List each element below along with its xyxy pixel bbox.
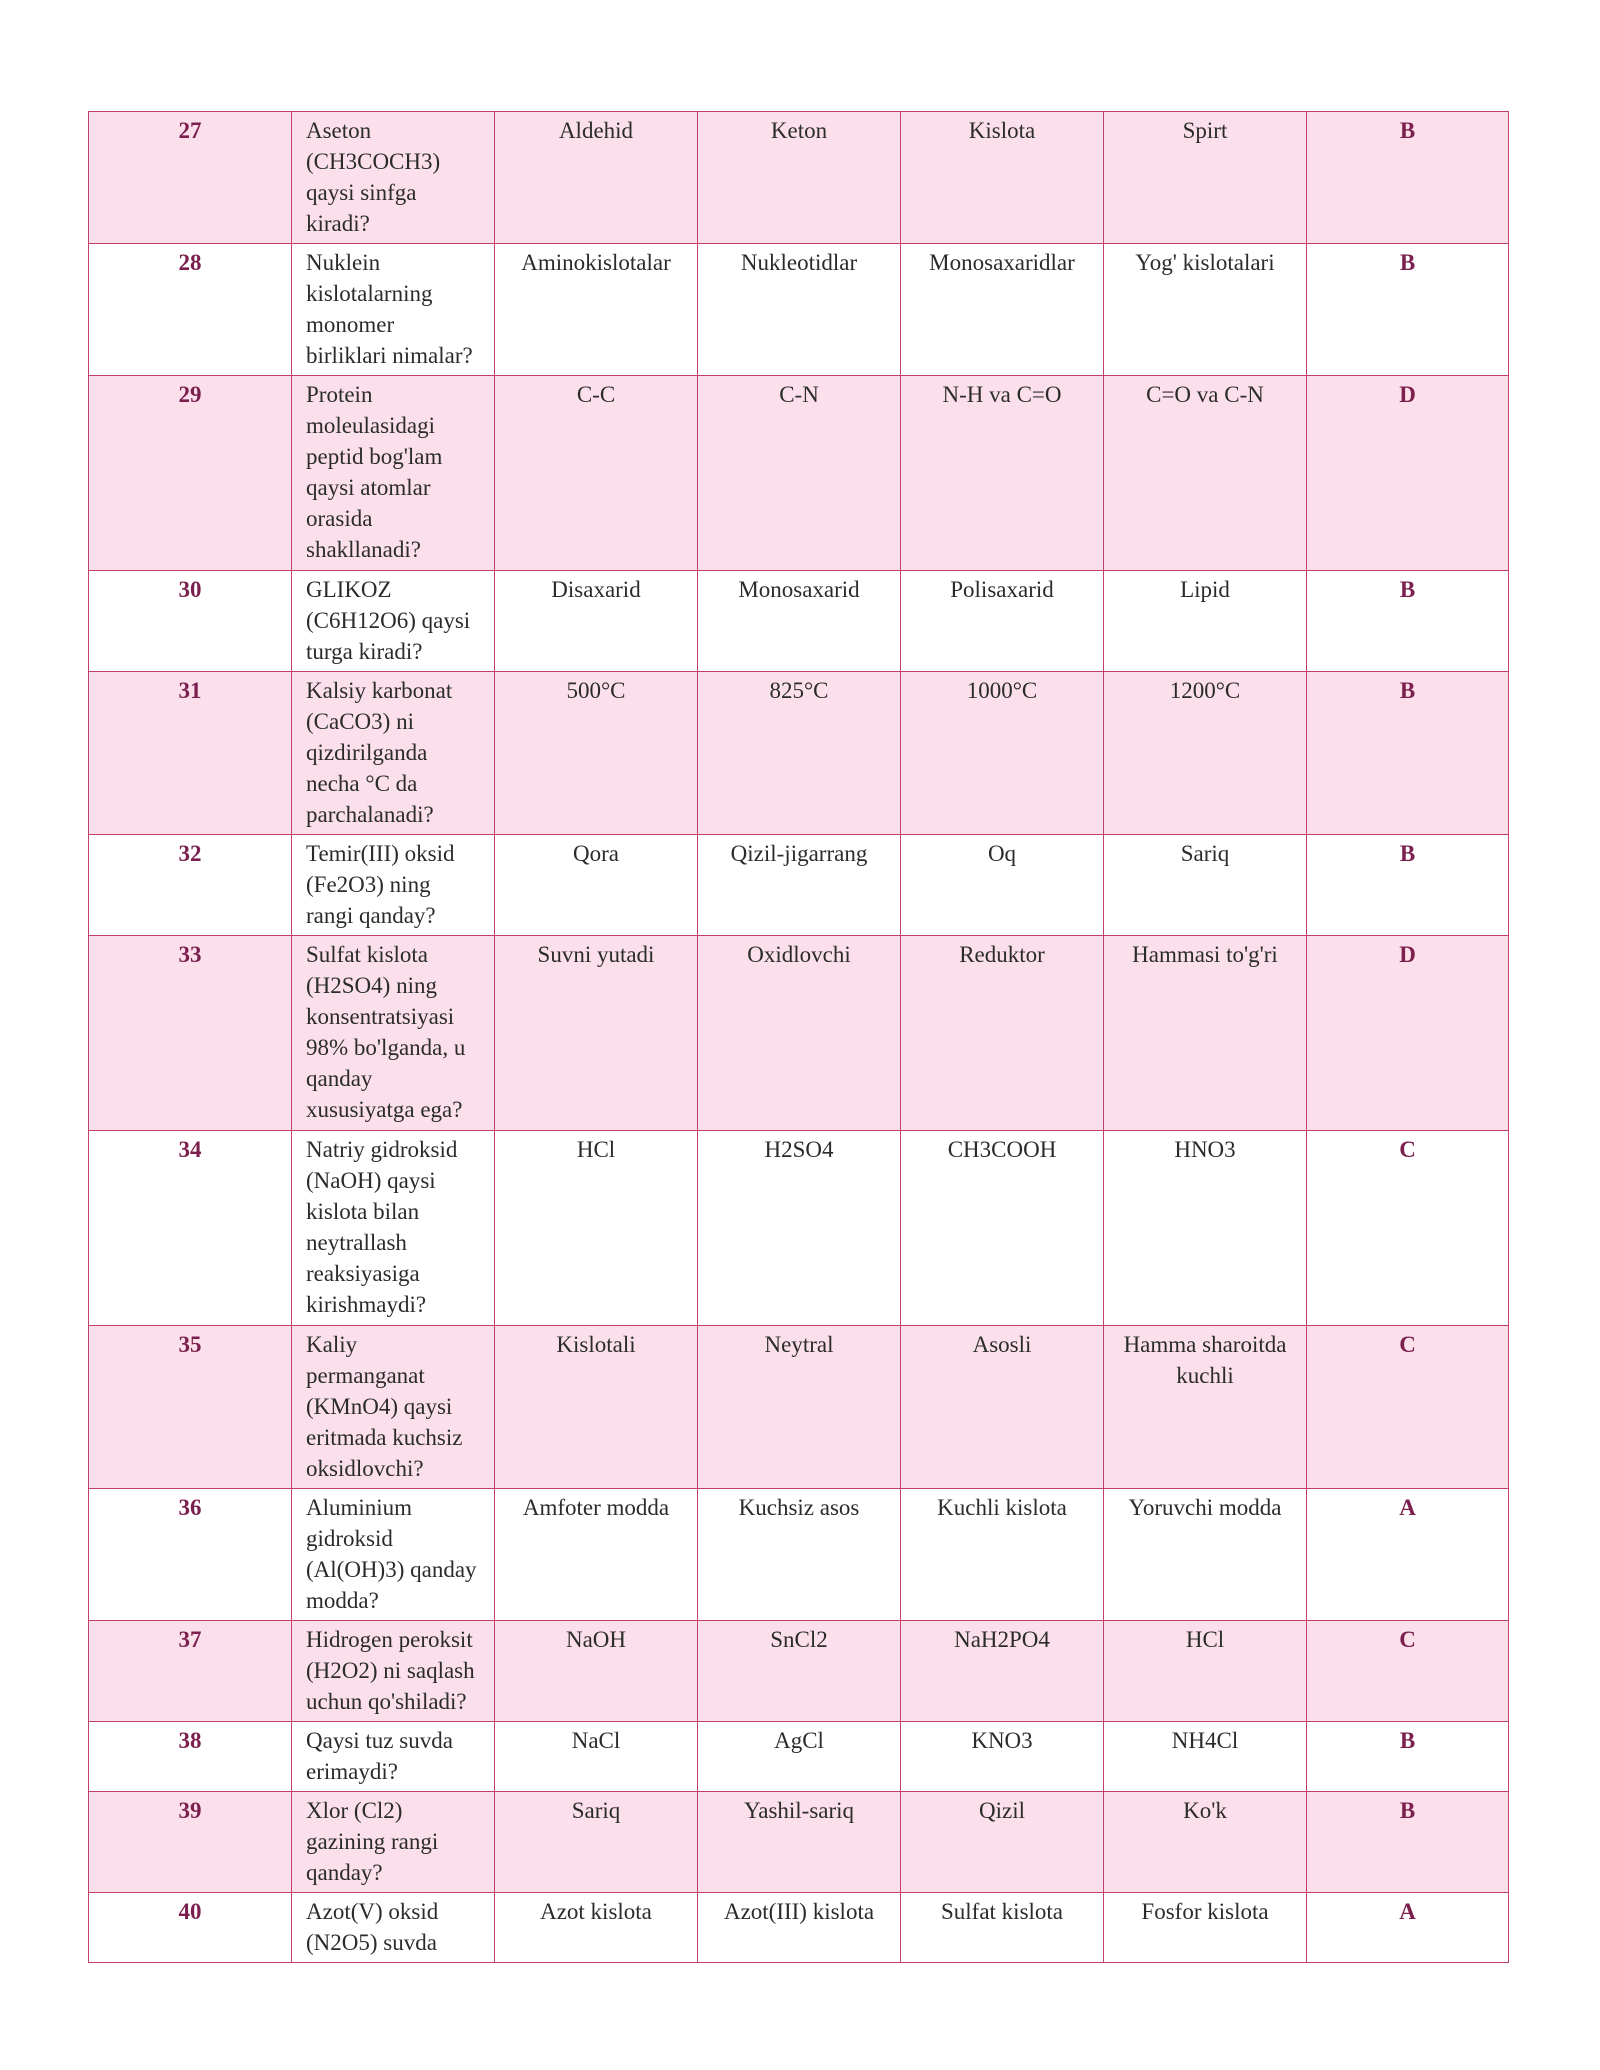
option-a: Sariq — [495, 1792, 698, 1893]
option-b: Azot(III) kislota — [698, 1893, 901, 1963]
question-text: Nuklein kislotalarning monomer birliklari nimalar? — [292, 244, 495, 376]
option-a: C-C — [495, 376, 698, 571]
option-b: C-N — [698, 376, 901, 571]
table-row — [89, 1326, 1509, 1489]
question-number: 33 — [89, 936, 292, 1131]
option-b: Neytral — [698, 1326, 901, 1489]
question-text: GLIKOZ (C6H12O6) qaysi turga kiradi? — [292, 571, 495, 672]
option-d: HNO3 — [1104, 1131, 1307, 1326]
option-c: Kuchli kislota — [901, 1489, 1104, 1621]
option-b: Nukleotidlar — [698, 244, 901, 376]
quiz-table-body — [89, 112, 1509, 1963]
option-c: Polisaxarid — [901, 571, 1104, 672]
correct-answer: D — [1307, 936, 1509, 1131]
table-row — [89, 936, 1509, 1131]
option-d: NH4Cl — [1104, 1722, 1307, 1792]
correct-answer: B — [1307, 835, 1509, 936]
question-text: Kaliy permanganat (KMnO4) qaysi eritmada kuchsiz oksidlovchi? — [292, 1326, 495, 1489]
table-row — [89, 1621, 1509, 1722]
table-row — [89, 1893, 1509, 1963]
option-b: Keton — [698, 112, 901, 244]
option-d: Spirt — [1104, 112, 1307, 244]
table-row — [89, 571, 1509, 672]
question-text: Sulfat kislota (H2SO4) ning konsentratsiyasi 98% bo'lganda, u qanday xususiyatga ega? — [292, 936, 495, 1131]
table-row — [89, 1792, 1509, 1893]
question-number: 37 — [89, 1621, 292, 1722]
question-text: Kalsiy karbonat (CaCO3) ni qizdirilganda necha °C da parchalanadi? — [292, 672, 495, 835]
question-number: 27 — [89, 112, 292, 244]
option-c: Qizil — [901, 1792, 1104, 1893]
question-number: 40 — [89, 1893, 292, 1963]
table-row — [89, 835, 1509, 936]
option-d: Yoruvchi modda — [1104, 1489, 1307, 1621]
option-a: Suvni yutadi — [495, 936, 698, 1131]
question-number: 28 — [89, 244, 292, 376]
question-number: 35 — [89, 1326, 292, 1489]
option-a: Qora — [495, 835, 698, 936]
option-b: SnCl2 — [698, 1621, 901, 1722]
correct-answer: B — [1307, 571, 1509, 672]
table-row — [89, 672, 1509, 835]
question-number: 32 — [89, 835, 292, 936]
correct-answer: D — [1307, 376, 1509, 571]
question-text: Natriy gidroksid (NaOH) qaysi kislota bilan neytrallash reaksiyasiga kirishmaydi? — [292, 1131, 495, 1326]
question-text: Temir(III) oksid (Fe2O3) ning rangi qanday? — [292, 835, 495, 936]
table-row — [89, 1489, 1509, 1621]
option-c: CH3COOH — [901, 1131, 1104, 1326]
correct-answer: A — [1307, 1489, 1509, 1621]
question-text: Qaysi tuz suvda erimaydi? — [292, 1722, 495, 1792]
option-c: Oq — [901, 835, 1104, 936]
option-c: NaH2PO4 — [901, 1621, 1104, 1722]
question-number: 34 — [89, 1131, 292, 1326]
option-d: Fosfor kislota — [1104, 1893, 1307, 1963]
correct-answer: B — [1307, 1722, 1509, 1792]
question-text: Aseton (CH3COCH3) qaysi sinfga kiradi? — [292, 112, 495, 244]
option-a: Azot kislota — [495, 1893, 698, 1963]
option-d: HCl — [1104, 1621, 1307, 1722]
option-a: Amfoter modda — [495, 1489, 698, 1621]
option-b: Qizil-jigarrang — [698, 835, 901, 936]
option-a: 500°C — [495, 672, 698, 835]
table-row — [89, 1722, 1509, 1792]
option-c: Monosaxaridlar — [901, 244, 1104, 376]
table-row — [89, 376, 1509, 571]
option-a: Disaxarid — [495, 571, 698, 672]
option-d: Sariq — [1104, 835, 1307, 936]
question-text: Xlor (Cl2) gazining rangi qanday? — [292, 1792, 495, 1893]
question-text: Aluminium gidroksid (Al(OH)3) qanday modda? — [292, 1489, 495, 1621]
option-a: NaCl — [495, 1722, 698, 1792]
correct-answer: C — [1307, 1326, 1509, 1489]
option-b: Oxidlovchi — [698, 936, 901, 1131]
option-c: Asosli — [901, 1326, 1104, 1489]
option-d: Hammasi to'g'ri — [1104, 936, 1307, 1131]
option-c: 1000°C — [901, 672, 1104, 835]
option-a: Kislotali — [495, 1326, 698, 1489]
option-c: Reduktor — [901, 936, 1104, 1131]
option-b: Kuchsiz asos — [698, 1489, 901, 1621]
option-d: C=O va C-N — [1104, 376, 1307, 571]
correct-answer: B — [1307, 112, 1509, 244]
option-d: Hamma sharoitda kuchli — [1104, 1326, 1307, 1489]
option-c: KNO3 — [901, 1722, 1104, 1792]
correct-answer: B — [1307, 244, 1509, 376]
question-text: Hidrogen peroksit (H2O2) ni saqlash uchun qo'shiladi? — [292, 1621, 495, 1722]
table-row — [89, 244, 1509, 376]
question-number: 30 — [89, 571, 292, 672]
correct-answer: A — [1307, 1893, 1509, 1963]
option-d: 1200°C — [1104, 672, 1307, 835]
option-d: Ko'k — [1104, 1792, 1307, 1893]
correct-answer: B — [1307, 1792, 1509, 1893]
option-c: Kislota — [901, 112, 1104, 244]
option-c: N-H va C=O — [901, 376, 1104, 571]
option-b: AgCl — [698, 1722, 901, 1792]
table-row — [89, 1131, 1509, 1326]
table-row — [89, 112, 1509, 244]
question-number: 39 — [89, 1792, 292, 1893]
option-c: Sulfat kislota — [901, 1893, 1104, 1963]
option-b: H2SO4 — [698, 1131, 901, 1326]
option-a: Aldehid — [495, 112, 698, 244]
question-text: Protein moleulasidagi peptid bog'lam qaysi atomlar orasida shakllanadi? — [292, 376, 495, 571]
option-d: Yog' kislotalari — [1104, 244, 1307, 376]
option-a: Aminokislotalar — [495, 244, 698, 376]
question-number: 31 — [89, 672, 292, 835]
question-number: 36 — [89, 1489, 292, 1621]
option-a: NaOH — [495, 1621, 698, 1722]
correct-answer: C — [1307, 1621, 1509, 1722]
question-number: 29 — [89, 376, 292, 571]
question-number: 38 — [89, 1722, 292, 1792]
correct-answer: C — [1307, 1131, 1509, 1326]
quiz-table — [88, 111, 1509, 1963]
option-b: Monosaxarid — [698, 571, 901, 672]
option-b: 825°C — [698, 672, 901, 835]
option-a: HCl — [495, 1131, 698, 1326]
option-b: Yashil-sariq — [698, 1792, 901, 1893]
question-text: Azot(V) oksid (N2O5) suvda — [292, 1893, 495, 1963]
correct-answer: B — [1307, 672, 1509, 835]
option-d: Lipid — [1104, 571, 1307, 672]
